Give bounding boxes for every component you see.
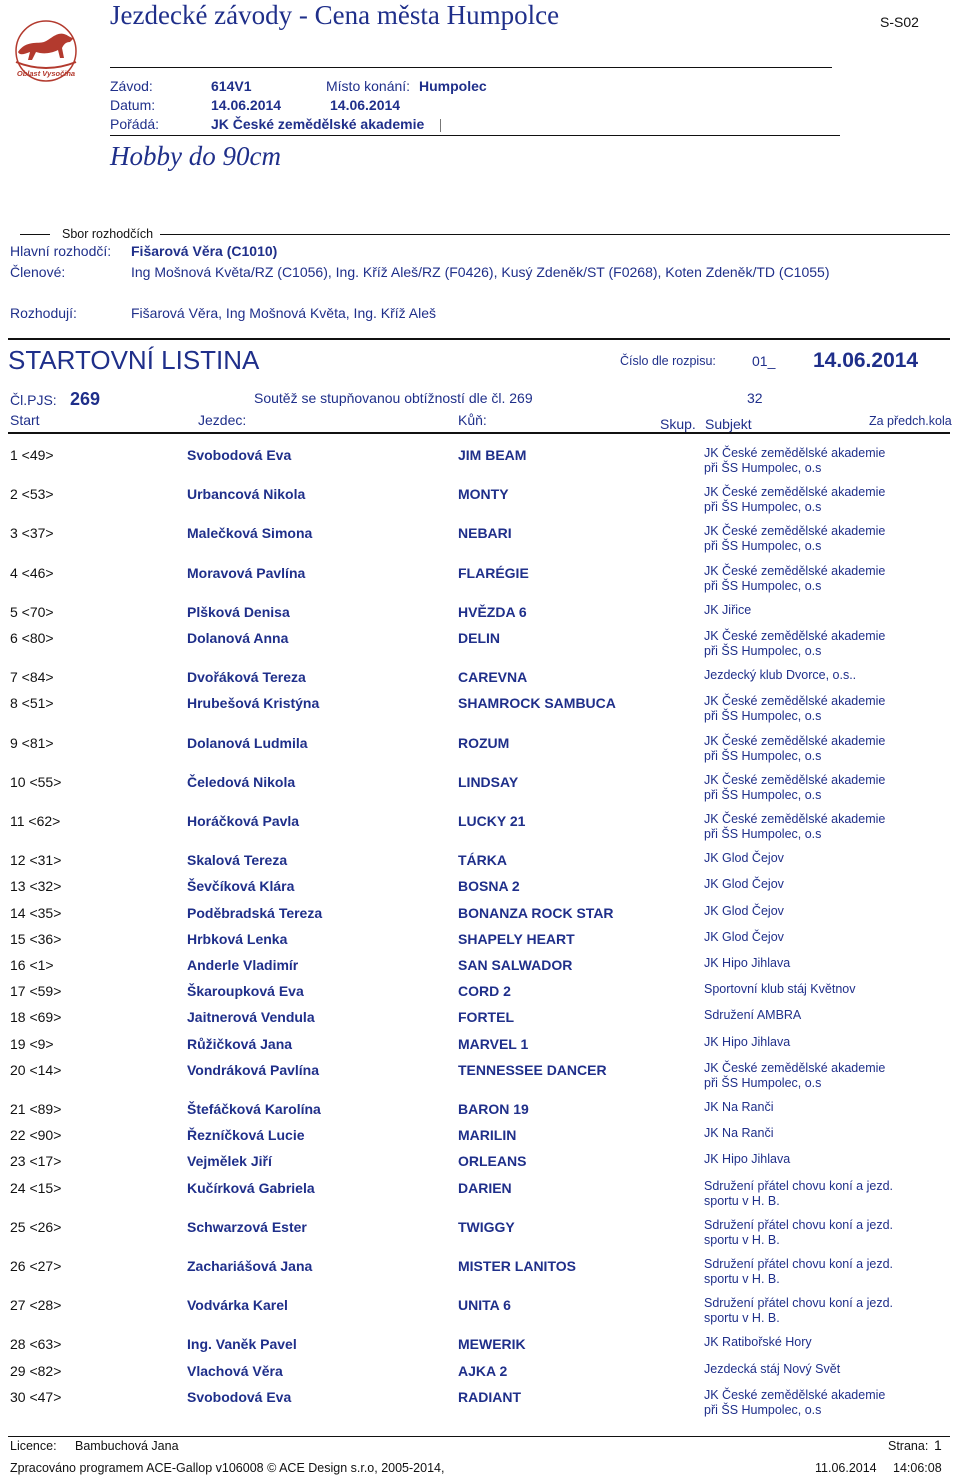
subject (704, 877, 784, 892)
horse-name: MARILIN (458, 1127, 517, 1144)
subject-line: Sdružení přátel chovu koní a jezd. (704, 1178, 894, 1193)
subject-line: JK Hipo Jihlava (704, 1152, 791, 1167)
subject (704, 1362, 840, 1377)
start-number: 23 <17> (10, 1153, 62, 1170)
horse-logo-icon (4, 18, 88, 84)
rider-name: Vlachová Věra (187, 1362, 283, 1379)
horse-name: BOSNA 2 (458, 878, 520, 895)
datum-from: 14.06.2014 (211, 97, 282, 113)
horse-name: MISTER LANITOS (458, 1258, 576, 1274)
start-number: 19 <9> (10, 1035, 54, 1052)
horse-name: ORLEANS (458, 1153, 527, 1170)
start-number: 8 <51> (10, 695, 54, 712)
pjs-desc: Soutěž se stupňovanou obtížností dle čl. 269 (254, 390, 533, 406)
subject (704, 1061, 885, 1091)
start-number: 11 <62> (10, 813, 61, 829)
misto-label: Místo konání: (326, 78, 411, 94)
start-number: 20 <14> (10, 1061, 62, 1078)
subject (704, 1126, 773, 1141)
col-start: Start (10, 412, 40, 428)
subject-line: sportu v H. B. (704, 1232, 780, 1247)
col-subject: Subjekt (705, 416, 752, 432)
print-time: 14:06:08 (893, 1461, 942, 1475)
subject (704, 956, 790, 971)
subject-line: při ŠS Humpolec, o.s (704, 748, 822, 763)
subject-line: JK České zemědělské akademie (704, 1060, 886, 1075)
subject-line: při ŠS Humpolec, o.s (704, 827, 822, 841)
subject-line: při ŠS Humpolec, o.s (704, 1075, 822, 1090)
subject-line: Sdružení přátel chovu koní a jezd. (704, 1296, 894, 1311)
horse-name: TÁRKA (458, 852, 507, 869)
subject-line: při ŠS Humpolec, o.s (704, 709, 822, 724)
rider-name: Poděbradská Tereza (187, 904, 323, 921)
horse-name: HVĚZDA 6 (458, 603, 527, 620)
subject (704, 1100, 773, 1115)
datum-label: Datum: (110, 97, 156, 113)
pjs-value: 269 (70, 389, 101, 409)
subject (704, 1179, 893, 1209)
rider-name: Řezníčková Lucie (187, 1127, 305, 1144)
subject-line: při ŠS Humpolec, o.s (704, 578, 822, 593)
horse-name: DELIN (458, 630, 500, 646)
horse-name: MEWERIK (458, 1336, 526, 1353)
strana-value: 1 (934, 1437, 942, 1453)
subject (704, 629, 885, 659)
horse-name: SHAPELY HEART (458, 930, 575, 947)
rider-name: Anderle Vladimír (187, 957, 299, 973)
subject-line: Sportovní klub stáj Květnov (704, 982, 856, 997)
document-code: S-S02 (880, 14, 919, 30)
subject-line: JK České zemědělské akademie (704, 733, 886, 748)
horse-name: MARVEL 1 (458, 1035, 529, 1052)
subject-line: při ŠS Humpolec, o.s (704, 500, 822, 515)
subject-line: při ŠS Humpolec, o.s (704, 1402, 822, 1417)
divider (160, 234, 950, 235)
licence-label: Licence: (10, 1439, 57, 1453)
horse-name: TWIGGY (458, 1218, 515, 1235)
rider-name: Schwarzová Ester (187, 1218, 307, 1235)
start-number: 7 <84> (10, 669, 54, 686)
horse-name: LINDSAY (458, 773, 519, 790)
clenove-label: Členové: (10, 264, 66, 280)
rider-name: Horáčková Pavla (187, 813, 300, 829)
divider (8, 338, 950, 340)
start-number: 15 <36> (10, 930, 62, 947)
subject-line: JK Hipo Jihlava (704, 1034, 791, 1049)
start-number: 1 <49> (10, 447, 54, 463)
entry-count: 32 (747, 390, 763, 406)
licence-value: Bambuchová Jana (75, 1439, 179, 1453)
subject-line: JK Ratibořské Hory (704, 1335, 812, 1350)
subject-line: JK České zemědělské akademie (704, 1387, 886, 1402)
subject-line: Sdružení AMBRA (704, 1008, 802, 1023)
start-number: 14 <35> (10, 904, 62, 921)
horse-name: JIM BEAM (458, 447, 527, 463)
rider-name: Dvořáková Tereza (187, 669, 306, 686)
horse-name: CORD 2 (458, 983, 511, 1000)
start-number: 16 <1> (10, 957, 54, 973)
datum-to: 14.06.2014 (330, 97, 401, 113)
subject (704, 904, 784, 919)
subject-line: JK Jiřice (704, 602, 752, 617)
rider-name: Štefáčková Karolína (187, 1101, 321, 1117)
rider-name: Moravová Pavlína (187, 564, 306, 581)
subject (704, 1035, 790, 1050)
subject-line: JK České zemědělské akademie (704, 524, 886, 539)
subject-line: při ŠS Humpolec, o.s (704, 539, 822, 554)
subject (704, 1335, 812, 1350)
porada-label: Pořádá: (110, 116, 160, 132)
subject (704, 1388, 885, 1418)
start-number: 27 <28> (10, 1297, 62, 1314)
subject (704, 564, 885, 594)
start-number: 12 <31> (10, 852, 62, 869)
subject (704, 603, 751, 618)
horse-name: SHAMROCK SAMBUCA (458, 695, 616, 712)
subject-line: při ŠS Humpolec, o.s (704, 644, 822, 658)
subject-line: sportu v H. B. (704, 1272, 780, 1286)
subject-line: JK České zemědělské akademie (704, 446, 886, 460)
start-number: 2 <53> (10, 486, 54, 503)
horse-name: SAN SALWADOR (458, 957, 573, 973)
subject-line: JK Na Ranči (704, 1100, 774, 1114)
subject (704, 851, 784, 866)
subject-line: sportu v H. B. (704, 1311, 780, 1326)
porada-value: JK České zemědělské akademie (211, 116, 425, 132)
horse-name: MONTY (458, 486, 509, 503)
horse-name: LUCKY 21 (458, 813, 526, 829)
start-number: 9 <81> (10, 734, 54, 751)
cursor-mark (440, 119, 441, 132)
strana-label: Strana: (888, 1439, 929, 1453)
col-horse: Kůň: (458, 412, 487, 428)
rider-name: Vodvárka Karel (187, 1297, 288, 1314)
start-number: 25 <26> (10, 1218, 62, 1235)
start-number: 24 <15> (10, 1179, 62, 1196)
subject (704, 982, 855, 997)
subject (704, 694, 885, 724)
start-number: 21 <89> (10, 1101, 62, 1117)
rider-name: Plšková Denisa (187, 603, 290, 620)
subject (704, 1296, 893, 1326)
subject (704, 1152, 790, 1167)
rider-name: Svobodová Eva (187, 447, 292, 463)
divider (20, 234, 50, 235)
subject (704, 1257, 893, 1287)
subject (704, 446, 885, 476)
startlist-title: STARTOVNÍ LISTINA (8, 345, 260, 375)
subject-line: při ŠS Humpolec, o.s (704, 461, 822, 475)
horse-name: TENNESSEE DANCER (458, 1061, 607, 1078)
horse-name: CAREVNA (458, 669, 528, 686)
pjs-label: Čl.PJS: (10, 392, 57, 408)
start-number: 6 <80> (10, 630, 54, 646)
clenove-value: Ing Mošnová Květa/RZ (C1056), Ing. Kříž Aleš/RZ (F0426), Kusý Zdeněk/ST (F0268), Koten Zdeněk/TD (C1055) (131, 264, 830, 280)
start-number: 5 <70> (10, 603, 54, 620)
rider-name: Kučírková Gabriela (187, 1179, 315, 1196)
subject-line: Jezdecká stáj Nový Svět (704, 1361, 841, 1376)
rider-name: Hrbková Lenka (187, 930, 288, 947)
start-number: 13 <32> (10, 878, 62, 895)
divider (110, 135, 840, 136)
document-title: Jezdecké závody - Cena města Humpolce (110, 0, 560, 30)
subject-line: JK Glod Čejov (704, 903, 784, 918)
subject-line: Sdružení přátel chovu koní a jezd. (704, 1217, 894, 1232)
horse-name: RADIANT (458, 1388, 521, 1405)
hlavni-label: Hlavní rozhodčí: (10, 243, 112, 259)
subject-line: JK Glod Čejov (704, 851, 784, 866)
competition-name: Hobby do 90cm (110, 141, 281, 171)
subject (704, 1218, 893, 1248)
horse-name: ROZUM (458, 734, 510, 751)
cislo-label: Číslo dle rozpisu: (620, 354, 716, 368)
horse-name: NEBARI (458, 525, 512, 542)
start-number: 26 <27> (10, 1258, 62, 1274)
start-number: 4 <46> (10, 564, 54, 581)
subject-line: sportu v H. B. (704, 1193, 780, 1208)
subject (704, 524, 885, 554)
start-number: 18 <69> (10, 1009, 62, 1026)
subject-line: JK České zemědělské akademie (704, 563, 886, 578)
rider-name: Škaroupková Eva (187, 983, 304, 1000)
start-number: 22 <90> (10, 1127, 62, 1144)
start-number: 30 <47> (10, 1388, 62, 1405)
subject-line: JK Hipo Jihlava (704, 956, 791, 970)
rider-name: Vondráková Pavlína (187, 1061, 320, 1078)
subject (704, 1008, 801, 1023)
rider-name: Urbancová Nikola (187, 486, 306, 503)
horse-name: AJKA 2 (458, 1362, 508, 1379)
subject-line: JK Glod Čejov (704, 877, 784, 892)
rider-name: Svobodová Eva (187, 1388, 292, 1405)
start-number: 28 <63> (10, 1336, 62, 1353)
subject (704, 734, 885, 764)
subject-line: při ŠS Humpolec, o.s (704, 787, 822, 802)
misto-value: Humpolec (419, 78, 487, 94)
subject-line: Sdružení přátel chovu koní a jezd. (704, 1257, 894, 1271)
horse-name: DARIEN (458, 1179, 512, 1196)
col-prev: Za předch.kola (869, 414, 952, 428)
divider (110, 67, 832, 68)
rider-name: Malečková Simona (187, 525, 313, 542)
print-date: 11.06.2014 (815, 1461, 877, 1475)
subject-line: JK České zemědělské akademie (704, 812, 886, 826)
rider-name: Vejmělek Jiří (187, 1153, 272, 1170)
rider-name: Zachariášová Jana (187, 1258, 313, 1274)
divider (8, 432, 950, 434)
horse-name: BONANZA ROCK STAR (458, 904, 614, 921)
subject (704, 773, 885, 803)
zavod-value: 614V1 (211, 78, 252, 94)
subject-line: JK Na Ranči (704, 1126, 774, 1141)
cislo-value: 01_ (752, 353, 776, 369)
hlavni-value: Fišarová Věra (C1010) (131, 243, 278, 259)
start-number: 3 <37> (10, 525, 54, 542)
start-number: 10 <55> (10, 773, 62, 790)
subject-line: Jezdecký klub Dvorce, o.s.. (704, 668, 857, 683)
rider-name: Jaitnerová Vendula (187, 1009, 315, 1026)
subject-line: JK České zemědělské akademie (704, 694, 886, 709)
subject-line: JK České zemědělské akademie (704, 485, 886, 500)
col-group: Skup. (660, 416, 696, 432)
program-info: Zpracováno programem ACE-Gallop v106008 © ACE Design s.r.o, 2005-2014, (10, 1461, 445, 1475)
rider-name: Čeledová Nikola (187, 773, 296, 790)
subject-line: JK České zemědělské akademie (704, 629, 886, 643)
horse-name: FORTEL (458, 1009, 514, 1026)
rozhoduji-label: Rozhodují: (10, 305, 77, 321)
subject (704, 485, 885, 515)
rider-name: Dolanová Anna (187, 630, 289, 646)
startlist-date: 14.06.2014 (813, 349, 919, 372)
divider (8, 1436, 950, 1437)
horse-name: BARON 19 (458, 1101, 529, 1117)
rider-name: Ševčíková Klára (187, 878, 295, 895)
rider-name: Hrubešová Kristýna (187, 695, 320, 712)
horse-name: FLARÉGIE (458, 564, 529, 581)
subject-line: JK Glod Čejov (704, 929, 784, 944)
rider-name: Dolanová Ludmila (187, 734, 308, 751)
subject-line: JK České zemědělské akademie (704, 772, 886, 787)
rozhoduji-value: Fišarová Věra, Ing Mošnová Květa, Ing. Kříž Aleš (131, 305, 437, 321)
start-number: 17 <59> (10, 983, 62, 1000)
start-number: 29 <82> (10, 1362, 62, 1379)
subject (704, 930, 784, 945)
rider-name: Ing. Vaněk Pavel (187, 1336, 297, 1353)
rider-name: Růžičková Jana (187, 1035, 293, 1052)
logo-text: Oblast Vysočina (16, 69, 76, 78)
subject (704, 812, 885, 842)
subject (704, 668, 856, 683)
zavod-label: Závod: (110, 78, 153, 94)
rider-name: Skalová Tereza (187, 852, 288, 869)
horse-name: UNITA 6 (458, 1297, 511, 1314)
col-rider: Jezdec: (198, 412, 247, 428)
sbor-label: Sbor rozhodčích (62, 227, 154, 241)
